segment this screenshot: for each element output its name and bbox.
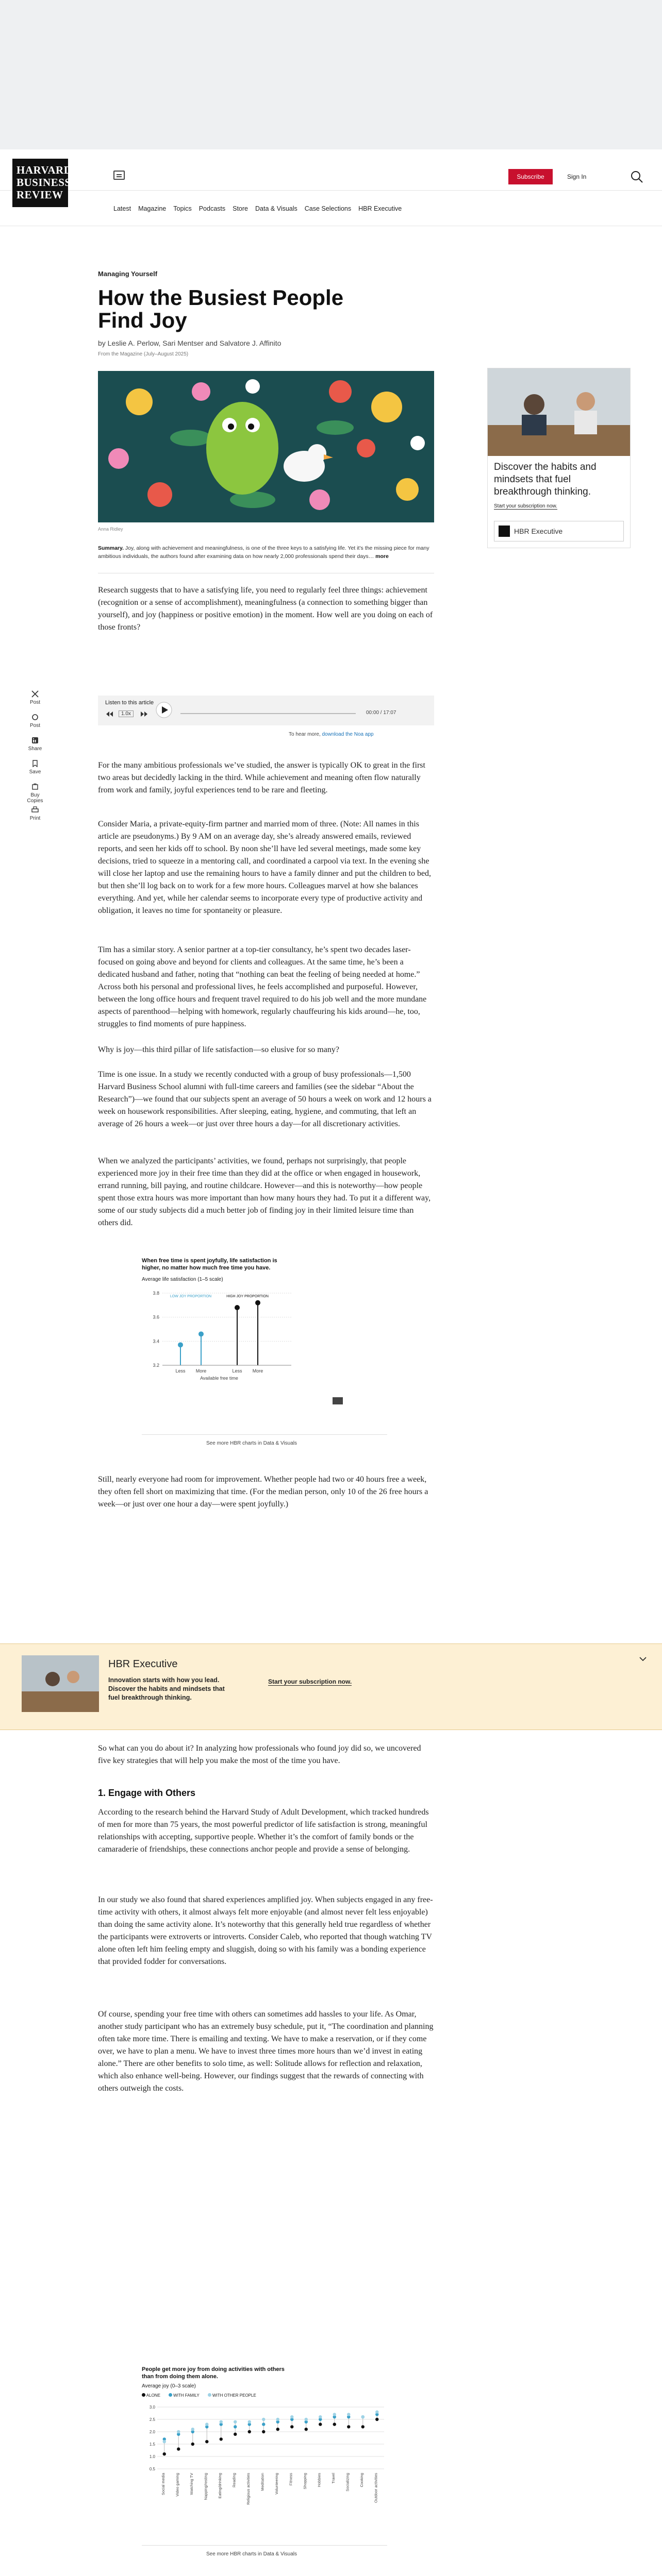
share-threads-button[interactable] (25, 714, 45, 728)
data-point (177, 2447, 180, 2450)
data-point (205, 2422, 208, 2426)
data-point (248, 2420, 251, 2424)
chart-more-link[interactable]: See more HBR charts in Data & Visuals (206, 2551, 297, 2557)
legend-label: ALONE (146, 2393, 160, 2398)
x-tick-label: Hobbies (317, 2473, 322, 2487)
banner-title: HBR Executive (108, 1658, 178, 1670)
data-point (198, 1331, 204, 1336)
data-point (262, 2430, 265, 2433)
nav-magazine[interactable]: Magazine (138, 205, 167, 212)
section-heading: 1. Engage with Others (98, 1788, 196, 1798)
nav-hbr-executive[interactable]: HBR Executive (358, 205, 402, 212)
banner-line: fuel breakthrough thinking. (108, 1694, 192, 1701)
paragraph: Why is joy—this third pillar of life satisfaction—so elusive for so many? (98, 1045, 339, 1054)
noa-app-link[interactable]: download the Noa app (322, 732, 374, 737)
x-tick-label: Travel (330, 2473, 336, 2484)
data-point (347, 2425, 350, 2428)
data-point (361, 2415, 365, 2418)
share-label: Save (29, 769, 41, 775)
group-label: HIGH JOY PROPORTION (226, 1295, 269, 1298)
forward-icon[interactable] (140, 711, 148, 717)
hbr-chart-badge-icon (333, 1397, 343, 1404)
nav-store[interactable]: Store (233, 205, 249, 212)
article-byline: by Leslie A. Perlow, Sari Mentser and Salvatore J. Affinito (98, 339, 282, 347)
banner-line: Discover the habits and mindsets that (108, 1685, 225, 1692)
paragraph: Time is one issue. In a study we recently conducted with a group of busy professionals—1,500 Harvard Business School alumni with full-time careers and families (see the sidebar “About the Research”)—we found that our subjects spent an average of 50 hours a week on work and 12 hours a week on housework responsibilities. After sleeping, eating, hygiene, and commuting, that left an average of 26 hours a week—or just over three hours a day—for all discretionary activities. (98, 1070, 432, 1128)
x-tick-label: Religious activities (245, 2473, 251, 2505)
y-tick-label: 2.5 (149, 2417, 155, 2422)
x-tick-label: Fitness (288, 2473, 293, 2486)
chart-plot (142, 2402, 387, 2520)
ad-cta-link[interactable]: Start your subscription now. (494, 503, 557, 509)
ad-brand-box (494, 521, 624, 541)
data-point (361, 2425, 365, 2428)
banner-cta-link[interactable]: Start your subscription now. (268, 1678, 352, 1685)
data-point (191, 2443, 194, 2446)
player-title: Listen to this article (105, 700, 154, 706)
y-tick-label: 0.5 (149, 2467, 155, 2471)
logo-line: BUSINESS (16, 176, 71, 189)
data-point (276, 2428, 279, 2431)
save-button[interactable] (25, 760, 45, 775)
data-point (235, 1305, 240, 1310)
chart-divider (142, 2545, 387, 2546)
data-point (220, 2437, 223, 2441)
x-tick-label: Meditation (260, 2473, 265, 2491)
paragraph: Research suggests that to have a satisfying life, you need to regularly feel three things: achievement (recognition or a sense of accomplishment), meaningfulness (a connection to something bigger than yourself), and joy (happiness or positive emotion) in the moment. How well are you doing on each of those fronts? (98, 586, 433, 632)
menu-icon[interactable] (113, 171, 125, 180)
banner-photo (22, 1655, 99, 1712)
chart-subtitle: Average joy (0–3 scale) (142, 2383, 196, 2389)
x-tick-label: Less (232, 1368, 242, 1374)
y-tick-label: 3.2 (153, 1363, 159, 1368)
paragraph: In our study we also found that shared experiences amplified joy. When subjects engaged in any free-time activity with others, it almost always felt more enjoyable (and almost never felt less enjoyable) than doing the same activity alone. It’s noteworthy that this generally held true regardless of whether the participants were extroverts or introverts. Consider Caleb, who reported that though watching TV alone often left him feeling empty and sluggish, doing so with his family was a bonding experience that provided fodder for conversations. (98, 1895, 433, 1966)
x-tick-label: Cooking (359, 2473, 364, 2487)
data-point (290, 2415, 293, 2418)
y-tick-label: 3.0 (149, 2405, 155, 2410)
nav-data-visuals[interactable]: Data & Visuals (255, 205, 297, 212)
logo-line: HARVARD (16, 164, 72, 176)
chart-joy-with-others (142, 2366, 387, 2520)
y-tick-label: 3.6 (153, 1314, 159, 1320)
legend-label: WITH FAMILY (173, 2393, 200, 2398)
hbr-executive-banner (0, 1643, 662, 1730)
nav-podcasts[interactable]: Podcasts (198, 205, 226, 212)
y-tick-label: 3.4 (153, 1338, 159, 1344)
data-point (163, 2452, 166, 2455)
hear-more-text: To hear more, (289, 732, 321, 737)
x-tick-label: More (195, 1368, 207, 1374)
chart-free-time-satisfaction (142, 1257, 387, 1412)
x-tick-label: Shopping (302, 2473, 307, 2489)
logo-line: REVIEW (16, 189, 63, 201)
chart-legend (142, 2393, 387, 2398)
bookmark-icon (31, 760, 39, 767)
magazine-issue: From the Magazine (July–August 2025) (98, 351, 189, 357)
banner-copy (108, 1676, 225, 1702)
data-point (347, 2413, 350, 2416)
legend-label: WITH OTHER PEOPLE (212, 2393, 256, 2398)
ad-brand-name: HBR Executive (514, 527, 563, 535)
data-point (305, 2428, 308, 2431)
paragraph: So what can you do about it? In analyzing how professionals who found joy did so, we uncovered five key strategies that will help you make the most of the time you have. (98, 1744, 421, 1765)
summary-text: Joy, along with achievement and meaningfulness, is one of the three keys to a satisfying life. Yet it’s the missing piece for many ambitious individuals, the authors found after examining data on how nearly 2,000 professionals spend their days… (98, 545, 429, 560)
chevron-down-icon[interactable] (639, 1656, 647, 1662)
progress-bar[interactable] (180, 713, 356, 714)
y-tick-label: 3.8 (153, 1291, 159, 1296)
paragraph: Still, nearly everyone had room for improvement. Whether people had two or 40 hours free a week, they often fell short on maximizing that time. (For the median person, only 10 of the 26 free hours a week—or just over one hour a day—were spent joyfully.) (98, 1475, 428, 1509)
share-label: Print (29, 816, 41, 821)
legend-others (208, 2393, 256, 2398)
data-point (205, 2440, 208, 2443)
article-title (98, 286, 407, 332)
chart-divider (142, 1434, 387, 1435)
subscribe-button[interactable]: Subscribe (508, 169, 553, 184)
x-tick-label: Outdoor activities (373, 2473, 378, 2503)
y-tick-label: 1.0 (149, 2454, 155, 2459)
image-credit: Anna Ridley (98, 527, 123, 532)
chart-more-link[interactable]: See more HBR charts in Data & Visuals (206, 1440, 297, 1446)
legend-dot-lightblue-icon (208, 2393, 211, 2397)
paragraph: According to the research behind the Harvard Study of Adult Development, which tracked hundreds of men for more than 75 years, the most powerful predictor of life satisfaction is strong, meaningful relationships with accepting, supportive people. Whether it’s the comfort of family bonds or the camaraderie of friendships, these connections anchor people and provide a sense of belonging. (98, 1808, 429, 1854)
data-point (333, 2413, 336, 2416)
data-point (191, 2428, 194, 2431)
y-tick-label: 2.0 (149, 2430, 155, 2434)
data-point (333, 2422, 336, 2426)
summary-label: Summary. (98, 545, 124, 551)
summary-more-button[interactable]: more (375, 553, 389, 560)
hbr-logo[interactable] (12, 159, 72, 207)
data-point (375, 2418, 378, 2421)
data-point (290, 2425, 293, 2428)
x-tick-label: Reading (231, 2473, 237, 2487)
paragraph: For the many ambitious professionals we’ve studied, the answer is typically OK to great in the first two areas but decidedly lacking in the third. While achievement and meaning often flow naturally from work and family, joyful experiences tend to be rare and fleeting. (98, 761, 425, 794)
linkedin-icon (31, 737, 39, 744)
hero-artwork (98, 371, 434, 522)
paragraph: Consider Maria, a private-equity-firm partner and married mom of three. (Note: All names in this article are pseudonyms.) By 9 AM on an average day, she’s already answered emails, reviewed reports, and seen her kids off to school. By noon she’ll have led several meetings, made some key decisions, tried to squeeze in a mentoring call, and coordinated a carpool via text. In the evening she will close her laptop and use the remaining hours to have a family dinner and put the children to bed, but then she’ll log back on to work for a few more hours. Colleagues marvel at how she balances everything. And yet, while her calendar seems to incorporate every type of productive activity and obligation, it leaves no time for spontaneity or pleasure. (98, 820, 432, 915)
playback-speed[interactable]: 1.0x (119, 710, 134, 717)
audio-player (98, 696, 434, 725)
data-point (177, 2430, 180, 2433)
data-point (234, 2420, 237, 2424)
x-tick-label: Less (175, 1368, 186, 1374)
share-label: Buy Copies (27, 792, 43, 804)
data-point (163, 2440, 166, 2443)
x-tick-label: More (252, 1368, 263, 1374)
play-icon[interactable] (156, 702, 172, 718)
chart-plot (142, 1288, 296, 1391)
chart-title: When free time is spent joyfully, life satisfaction is higher, no matter how much free time you have. (142, 1258, 277, 1271)
share-label: Share (28, 746, 42, 752)
data-point (305, 2418, 308, 2421)
player-time: 00:00 / 17:07 (366, 710, 396, 716)
hbr-mini-logo-icon (499, 526, 510, 537)
x-tick-label: Napping/resting (203, 2473, 208, 2500)
sign-in-link[interactable]: Sign In (567, 173, 587, 180)
data-point (262, 2422, 265, 2426)
x-tick-label: Watching TV (189, 2473, 194, 2495)
share-label: Post (29, 723, 40, 728)
y-tick-label: 1.5 (149, 2442, 155, 2447)
share-x-button[interactable] (25, 690, 45, 705)
share-linkedin-button[interactable] (25, 737, 45, 752)
x-tick-label: Social media (160, 2473, 166, 2495)
threads-icon (31, 714, 39, 721)
share-label: Post (29, 700, 40, 705)
data-point (262, 2418, 265, 2421)
paragraph: When we analyzed the participants’ activities, we found, perhaps not surprisingly, that people experienced more joy in their free time than they did at the office or when engaged in housework, errand running, bill paying, and routine childcare. However—and this is noteworthy—how people spent those extra hours was more important than how many hours they had. To put it a different way, some of our study subjects did a much better job of finding joy in their limited leisure time than others did. (98, 1157, 431, 1227)
legend-dot-blue-icon (169, 2393, 172, 2397)
data-point (255, 1300, 260, 1306)
data-point (234, 2433, 237, 2436)
legend-alone (142, 2393, 160, 2398)
legend-family (169, 2393, 200, 2398)
data-point (234, 2425, 237, 2428)
ad-headline: Discover the habits and mindsets that fuel breakthrough thinking. (494, 462, 597, 497)
data-point (220, 2420, 223, 2424)
legend-dot-black-icon (142, 2393, 145, 2397)
x-tick-label: Eating/drinking (217, 2473, 222, 2499)
masthead (0, 149, 662, 191)
search-icon[interactable] (630, 170, 643, 183)
title-line: Find Joy (98, 308, 187, 332)
data-point (276, 2418, 279, 2421)
chart-title: People get more joy from doing activities with others than from doing them alone. (142, 2366, 285, 2380)
data-point (319, 2422, 322, 2426)
nav-case-selections[interactable]: Case Selections (304, 205, 352, 212)
x-axis-label: Available free time (200, 1376, 238, 1381)
chart-subtitle: Average life satisfaction (1–5 scale) (142, 1277, 223, 1282)
print-button[interactable] (25, 806, 45, 821)
title-line: How the Busiest People (98, 285, 344, 310)
sidebar-ad[interactable] (487, 368, 631, 548)
x-tick-label: Socializing (345, 2473, 350, 2492)
print-icon (31, 806, 39, 814)
data-point (248, 2430, 251, 2433)
hero-illustration (98, 371, 434, 522)
article-kicker[interactable]: Managing Yourself (98, 270, 158, 278)
x-tick-label: Video gaming (175, 2473, 180, 2497)
data-point (178, 1342, 183, 1347)
article-summary (98, 544, 434, 561)
data-point (319, 2415, 322, 2418)
paragraph: Tim has a similar story. A senior partner at a top-tier consultancy, he’s spent two decades laser-focused on going above and beyond for clients and colleagues. At the same time, he’s been a dedicated husband and father, noting that “nothing can beat the feeling of being needed at home.” Across both his personal and professional lives, he feels accomplished and purposeful. However, between the long office hours and frequent travel required to do his job well and the more mundane aspects of parenthood—helping with homework, regularly chauffeuring his kids around—he, too, struggles to find moments of pure happiness. (98, 945, 427, 1028)
top-ad-area (0, 0, 662, 149)
x-icon (31, 690, 39, 698)
nav-latest[interactable]: Latest (113, 205, 131, 212)
paragraph: Of course, spending your free time with others can sometimes add hassles to your life. As Omar, another study participant who has an extremely busy schedule, put it, “The coordination and planning often take more time. There is emailing and texting. We have to make a reservation, or if they come over, we have to plan a menu. We have to invest three times more hours than we’d invest in eating alone.” There are other benefits to solo time, as well: Solitude allows for reflection and relaxation, which also enhance well-being. However, our findings suggest that the rewards of connecting with others outweigh the costs. (98, 2010, 434, 2093)
buy-copies-button[interactable] (25, 783, 45, 804)
cart-icon (31, 783, 39, 790)
main-nav (113, 205, 402, 216)
banner-line: Innovation starts with how you lead. (108, 1676, 220, 1684)
rewind-icon[interactable] (105, 711, 113, 717)
ad-photo (488, 368, 630, 456)
nav-topics[interactable]: Topics (173, 205, 192, 212)
hear-more-note (289, 732, 374, 737)
data-point (375, 2410, 378, 2413)
x-tick-label: Volunteering (274, 2473, 279, 2495)
group-label: LOW JOY PROPORTION (170, 1295, 212, 1298)
